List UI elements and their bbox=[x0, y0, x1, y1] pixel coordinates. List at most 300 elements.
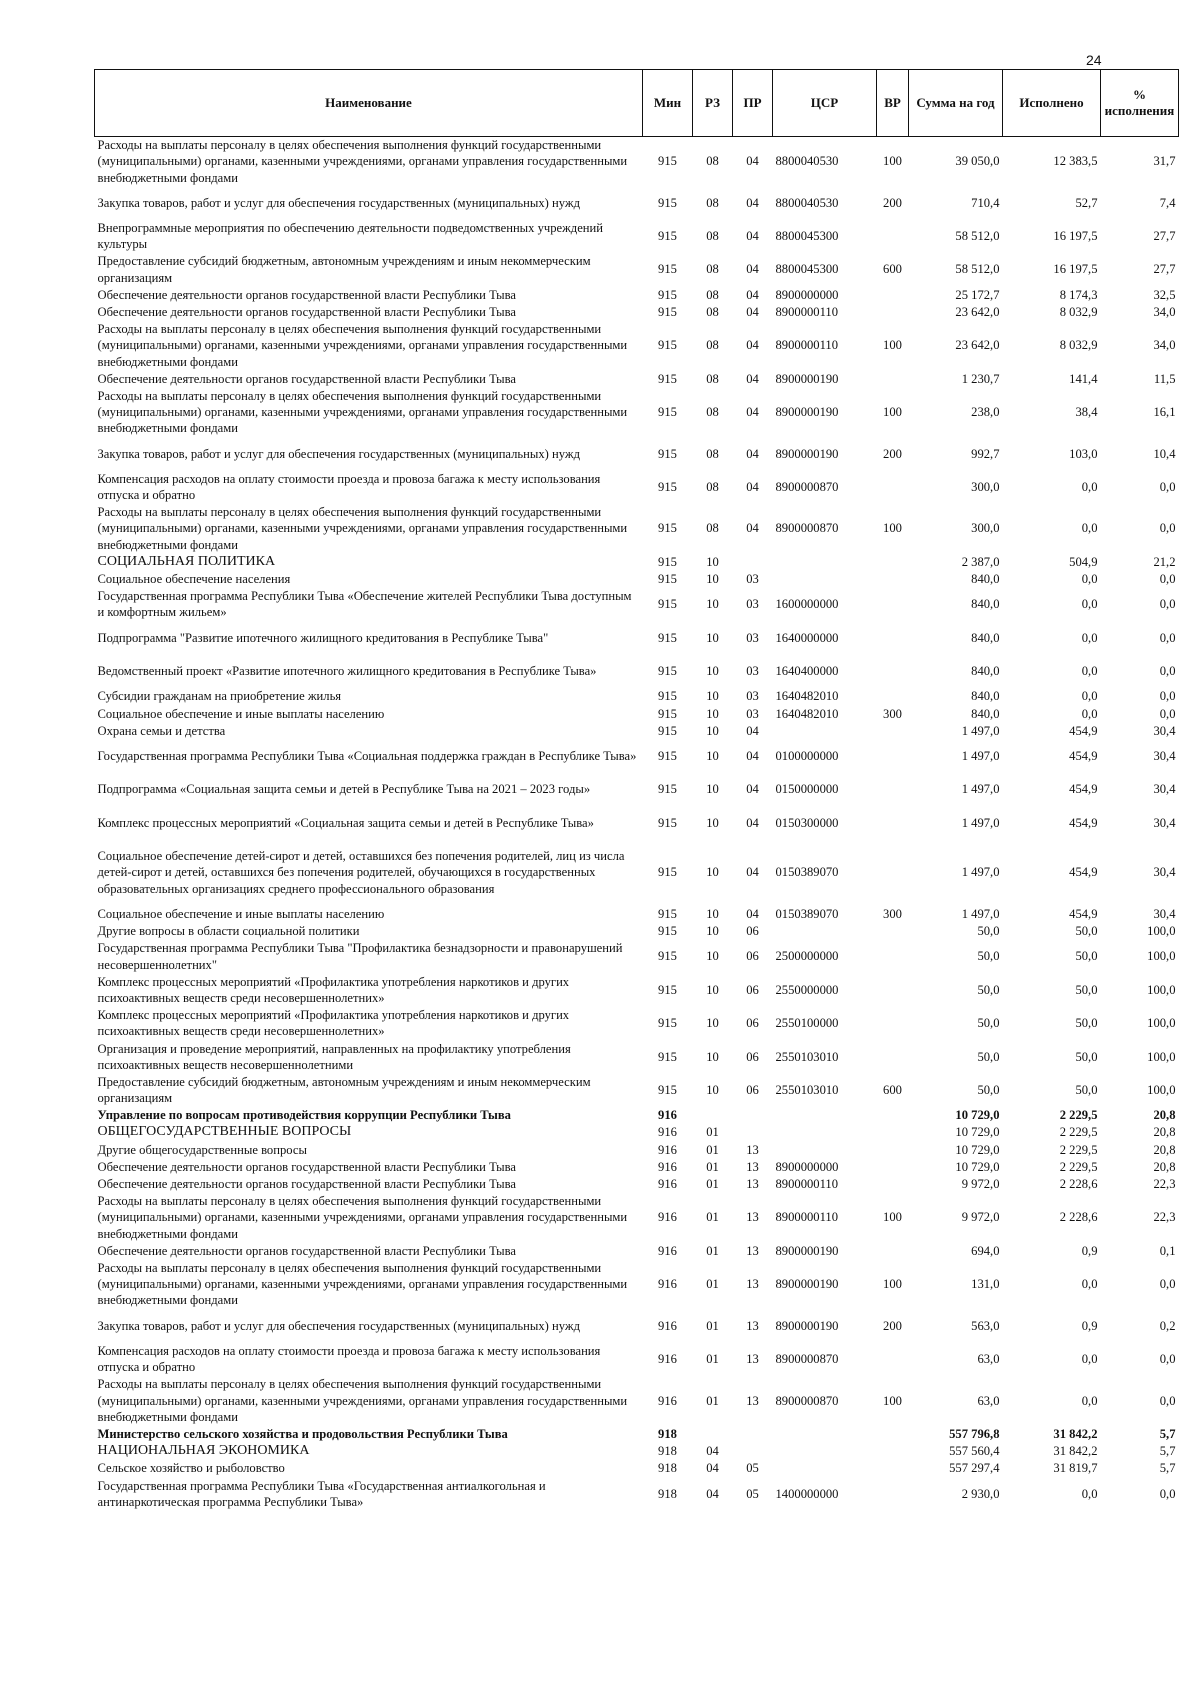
row-done: 2 229,5 bbox=[1059, 1159, 1098, 1174]
row-min: 915 bbox=[658, 572, 677, 587]
row-csr: 2500000000 bbox=[775, 949, 839, 964]
row-csr: 8800040530 bbox=[775, 195, 839, 210]
row-name: Комплекс процессных мероприятий «Профилактика употребления наркотиков и других психоактивных веществ среди несовершеннолетних» bbox=[97, 974, 570, 1005]
row-sum: 10 729,0 bbox=[955, 1159, 1000, 1174]
row-pr: 04 bbox=[746, 338, 759, 353]
row-min: 915 bbox=[658, 338, 677, 353]
row-min: 916 bbox=[658, 1177, 677, 1192]
row-rz: 01 bbox=[706, 1393, 719, 1408]
row-sum: 50,0 bbox=[977, 1083, 1000, 1097]
row-vr bbox=[877, 1425, 909, 1442]
row-pct: 31,7 bbox=[1153, 154, 1176, 169]
row-csr bbox=[773, 1124, 877, 1141]
row-rz: 10 bbox=[706, 865, 719, 880]
row-vr: 200 bbox=[883, 1318, 902, 1333]
row-vr bbox=[877, 740, 909, 773]
row-rz: 10 bbox=[706, 1016, 719, 1031]
row-sum: 9 972,0 bbox=[961, 1177, 1000, 1192]
row-min: 916 bbox=[658, 1142, 677, 1157]
row-pct: 0,0 bbox=[1159, 1393, 1176, 1408]
table-row bbox=[95, 470, 1179, 503]
table-row bbox=[95, 370, 1179, 387]
row-pct: 0,0 bbox=[1159, 1486, 1176, 1501]
row-csr bbox=[773, 571, 877, 588]
row-pct: 16,1 bbox=[1153, 405, 1176, 420]
row-pr: 13 bbox=[746, 1318, 759, 1333]
table-row bbox=[95, 1460, 1179, 1477]
row-vr: 100 bbox=[883, 405, 902, 420]
row-csr bbox=[773, 923, 877, 940]
row-vr: 100 bbox=[883, 521, 902, 536]
row-min: 916 bbox=[658, 1352, 677, 1367]
row-csr: 8900000000 bbox=[775, 1159, 839, 1174]
row-min: 915 bbox=[658, 664, 677, 679]
row-pct: 100,0 bbox=[1147, 949, 1176, 964]
table-row bbox=[95, 137, 1179, 187]
row-done: 0,0 bbox=[1081, 689, 1098, 704]
row-sum: 50,0 bbox=[977, 1049, 1000, 1064]
row-name: Министерство сельского хозяйства и продовольствия Республики Тыва bbox=[97, 1426, 508, 1441]
row-csr: 1600000000 bbox=[775, 597, 839, 612]
row-rz: 10 bbox=[706, 982, 719, 997]
row-pr bbox=[733, 1124, 773, 1141]
row-sum: 840,0 bbox=[971, 664, 1000, 679]
row-done: 0,0 bbox=[1081, 706, 1098, 721]
row-name: Ведомственный проект «Развитие ипотечного жилищного кредитования в Республике Тыва» bbox=[97, 664, 597, 679]
row-vr bbox=[877, 621, 909, 654]
row-done: 0,9 bbox=[1081, 1318, 1098, 1333]
row-name: Социальное обеспечение и иные выплаты населению bbox=[97, 906, 385, 921]
row-pr: 06 bbox=[746, 924, 759, 939]
row-pr: 03 bbox=[746, 706, 759, 721]
row-name: Другие общегосударственные вопросы bbox=[97, 1142, 307, 1157]
row-pr: 13 bbox=[746, 1142, 759, 1157]
table-body bbox=[95, 137, 1179, 1511]
row-name: Социальное обеспечение детей-сирот и детей, оставшихся без попечения родителей, лиц из числа детей-сирот и детей, оставшихся без попечения родителей, обучающихся в государственных образовательных организациях среднего профессионального образования bbox=[97, 849, 625, 896]
row-pct: 0,0 bbox=[1159, 1277, 1176, 1292]
row-vr: 100 bbox=[883, 1277, 902, 1292]
row-name: Охрана семьи и детства bbox=[97, 723, 226, 738]
budget-table bbox=[94, 69, 1179, 1510]
row-pr: 04 bbox=[746, 446, 759, 461]
row-pct: 0,2 bbox=[1159, 1318, 1176, 1333]
row-min: 915 bbox=[658, 749, 677, 764]
row-min: 918 bbox=[658, 1444, 677, 1459]
row-pct: 30,4 bbox=[1153, 749, 1176, 764]
row-sum: 840,0 bbox=[971, 689, 1000, 704]
header-min: Мин bbox=[643, 70, 693, 137]
row-sum: 23 642,0 bbox=[955, 304, 1000, 319]
row-min: 915 bbox=[658, 446, 677, 461]
row-pct: 0,0 bbox=[1159, 1352, 1176, 1367]
row-pr: 04 bbox=[746, 405, 759, 420]
row-csr: 1400000000 bbox=[775, 1486, 839, 1501]
row-done: 8 032,9 bbox=[1059, 304, 1098, 319]
row-sum: 1 497,0 bbox=[961, 815, 1000, 830]
row-sum: 131,0 bbox=[971, 1277, 1000, 1292]
row-rz: 10 bbox=[706, 706, 719, 721]
table-row bbox=[95, 1260, 1179, 1310]
row-min: 915 bbox=[658, 521, 677, 536]
row-sum: 840,0 bbox=[971, 706, 1000, 721]
row-vr bbox=[877, 1242, 909, 1259]
row-min: 915 bbox=[658, 723, 677, 738]
row-done: 0,0 bbox=[1081, 521, 1098, 536]
row-pct: 27,7 bbox=[1153, 229, 1176, 244]
row-rz: 10 bbox=[706, 782, 719, 797]
table-row bbox=[95, 705, 1179, 722]
table-row bbox=[95, 621, 1179, 654]
row-name: Государственная программа Республики Тыва "Профилактика безнадзорности и правонарушений несовершеннолетних" bbox=[97, 941, 623, 972]
row-done: 52,7 bbox=[1075, 195, 1098, 210]
row-rz: 04 bbox=[706, 1486, 719, 1501]
row-vr: 100 bbox=[883, 338, 902, 353]
row-csr: 8900000870 bbox=[775, 1393, 839, 1408]
row-vr bbox=[877, 722, 909, 739]
row-pct: 0,0 bbox=[1159, 630, 1176, 645]
row-csr bbox=[773, 1443, 877, 1460]
row-csr bbox=[773, 1425, 877, 1442]
row-min: 915 bbox=[658, 262, 677, 277]
row-csr: 0150300000 bbox=[775, 815, 839, 830]
row-name: Закупка товаров, работ и услуг для обеспечения государственных (муниципальных) нужд bbox=[97, 1318, 580, 1333]
row-sum: 2 387,0 bbox=[961, 554, 1000, 569]
row-rz: 10 bbox=[706, 630, 719, 645]
row-vr bbox=[877, 1158, 909, 1175]
row-pct: 0,0 bbox=[1159, 597, 1176, 612]
row-rz: 04 bbox=[706, 1444, 719, 1459]
row-name: Обеспечение деятельности органов государственной власти Республики Тыва bbox=[97, 371, 516, 386]
row-min: 915 bbox=[658, 706, 677, 721]
row-csr bbox=[773, 722, 877, 739]
row-pct: 30,4 bbox=[1153, 865, 1176, 880]
row-sum: 10 729,0 bbox=[955, 1108, 1000, 1123]
row-vr bbox=[877, 370, 909, 387]
row-sum: 1 497,0 bbox=[961, 865, 1000, 880]
row-vr bbox=[877, 553, 909, 570]
row-min: 916 bbox=[658, 1318, 677, 1333]
row-pct: 100,0 bbox=[1147, 924, 1176, 939]
row-pct: 32,5 bbox=[1153, 287, 1176, 302]
row-vr: 100 bbox=[883, 1393, 902, 1408]
row-csr bbox=[773, 1107, 877, 1124]
row-min: 916 bbox=[658, 1277, 677, 1292]
row-pct: 34,0 bbox=[1153, 338, 1176, 353]
header-pct: % исполнения bbox=[1101, 70, 1179, 137]
row-pct: 30,4 bbox=[1153, 782, 1176, 797]
row-vr bbox=[877, 840, 909, 906]
row-done: 141,4 bbox=[1069, 371, 1098, 386]
row-sum: 694,0 bbox=[971, 1243, 1000, 1258]
row-vr: 100 bbox=[883, 1210, 902, 1225]
row-name: Социальное обеспечение и иные выплаты населению bbox=[97, 706, 385, 721]
row-vr bbox=[877, 1460, 909, 1477]
table-row bbox=[95, 1107, 1179, 1124]
row-sum: 10 729,0 bbox=[955, 1142, 1000, 1157]
row-pct: 5,7 bbox=[1159, 1444, 1176, 1459]
row-rz: 10 bbox=[706, 906, 719, 921]
row-pr: 13 bbox=[746, 1159, 759, 1174]
row-pct: 11,5 bbox=[1153, 371, 1176, 386]
row-pr: 04 bbox=[746, 906, 759, 921]
row-min: 915 bbox=[658, 815, 677, 830]
row-sum: 1 497,0 bbox=[961, 749, 1000, 764]
row-min: 916 bbox=[658, 1393, 677, 1408]
row-min: 915 bbox=[658, 195, 677, 210]
row-vr: 300 bbox=[883, 906, 902, 921]
row-pr: 04 bbox=[746, 195, 759, 210]
row-pr bbox=[733, 553, 773, 570]
row-csr: 8900000190 bbox=[775, 1318, 839, 1333]
row-done: 504,9 bbox=[1069, 554, 1098, 569]
row-csr: 2550103010 bbox=[775, 1049, 839, 1064]
row-rz: 08 bbox=[706, 338, 719, 353]
table-row bbox=[95, 437, 1179, 470]
row-done: 31 819,7 bbox=[1053, 1461, 1098, 1476]
row-pr bbox=[733, 1443, 773, 1460]
row-csr: 8900000190 bbox=[775, 446, 839, 461]
row-name: Государственная программа Республики Тыва «Обеспечение жителей Республики Тыва доступным и комфортным жильем» bbox=[97, 589, 632, 620]
row-done: 454,9 bbox=[1069, 906, 1098, 921]
row-name: Расходы на выплаты персоналу в целях обеспечения выполнения функций государственными (муниципальными) органами, казенными учреждениями, органами управления государственными внебюджетными фондами bbox=[97, 1194, 628, 1241]
row-sum: 840,0 bbox=[971, 572, 1000, 587]
row-vr bbox=[877, 470, 909, 503]
row-rz: 08 bbox=[706, 262, 719, 277]
row-pct: 100,0 bbox=[1147, 1083, 1176, 1097]
row-done: 103,0 bbox=[1069, 446, 1098, 461]
row-done: 50,0 bbox=[1075, 924, 1098, 939]
row-pr: 04 bbox=[746, 287, 759, 302]
row-csr: 8900000190 bbox=[775, 1243, 839, 1258]
row-csr: 2550100000 bbox=[775, 1016, 839, 1031]
row-done: 50,0 bbox=[1075, 982, 1098, 997]
row-done: 454,9 bbox=[1069, 865, 1098, 880]
row-sum: 10 729,0 bbox=[955, 1125, 1000, 1140]
table-row bbox=[95, 1124, 1179, 1141]
table-row bbox=[95, 1376, 1179, 1426]
row-sum: 1 497,0 bbox=[961, 723, 1000, 738]
row-min: 915 bbox=[658, 924, 677, 939]
table-row bbox=[95, 923, 1179, 940]
row-pct: 5,7 bbox=[1159, 1426, 1176, 1441]
page-number: 24 bbox=[1086, 52, 1102, 68]
row-vr bbox=[877, 303, 909, 320]
row-done: 454,9 bbox=[1069, 782, 1098, 797]
row-min: 915 bbox=[658, 630, 677, 645]
row-name: Закупка товаров, работ и услуг для обеспечения государственных (муниципальных) нужд bbox=[97, 195, 580, 210]
row-csr: 8900000870 bbox=[775, 1352, 839, 1367]
table-row bbox=[95, 655, 1179, 688]
table-row bbox=[95, 387, 1179, 437]
row-sum: 50,0 bbox=[977, 924, 1000, 939]
row-sum: 1 230,7 bbox=[961, 371, 1000, 386]
row-rz: 10 bbox=[706, 572, 719, 587]
row-pct: 34,0 bbox=[1153, 304, 1176, 319]
row-rz: 08 bbox=[706, 154, 719, 169]
row-vr: 200 bbox=[883, 195, 902, 210]
row-sum: 50,0 bbox=[977, 1016, 1000, 1031]
row-pct: 22,3 bbox=[1153, 1210, 1176, 1225]
row-pct: 20,8 bbox=[1153, 1142, 1176, 1157]
row-min: 915 bbox=[658, 304, 677, 319]
row-rz: 01 bbox=[706, 1210, 719, 1225]
row-name: Предоставление субсидий бюджетным, автономным учреждениям и иным некоммерческим организациям bbox=[97, 254, 591, 285]
row-rz: 10 bbox=[706, 949, 719, 964]
row-vr bbox=[877, 1343, 909, 1376]
row-done: 50,0 bbox=[1075, 1083, 1098, 1097]
row-vr bbox=[877, 588, 909, 621]
row-pct: 21,2 bbox=[1153, 554, 1176, 569]
row-name: Государственная программа Республики Тыва «Социальная поддержка граждан в Республике Тыва» bbox=[97, 749, 637, 764]
row-done: 16 197,5 bbox=[1053, 262, 1098, 277]
row-min: 916 bbox=[658, 1159, 677, 1174]
row-pct: 20,8 bbox=[1153, 1125, 1176, 1140]
row-rz: 10 bbox=[706, 1083, 719, 1097]
table-row bbox=[95, 1176, 1179, 1193]
row-vr bbox=[877, 923, 909, 940]
row-name: Другие вопросы в области социальной политики bbox=[97, 924, 360, 939]
row-min: 915 bbox=[658, 229, 677, 244]
row-pr: 13 bbox=[746, 1352, 759, 1367]
row-pct: 30,4 bbox=[1153, 906, 1176, 921]
row-sum: 557 560,4 bbox=[949, 1444, 1000, 1459]
row-name: Комплекс процессных мероприятий «Социальная защита семьи и детей в Республике Тыва» bbox=[97, 815, 594, 830]
row-min: 916 bbox=[658, 1125, 677, 1140]
row-pct: 100,0 bbox=[1147, 1049, 1176, 1064]
row-rz: 08 bbox=[706, 229, 719, 244]
table-row bbox=[95, 1477, 1179, 1510]
row-pr: 13 bbox=[746, 1177, 759, 1192]
row-name: Обеспечение деятельности органов государственной власти Республики Тыва bbox=[97, 1243, 516, 1258]
row-vr bbox=[877, 688, 909, 705]
row-pr: 04 bbox=[746, 865, 759, 880]
row-sum: 50,0 bbox=[977, 949, 1000, 964]
row-rz: 10 bbox=[706, 924, 719, 939]
table-row bbox=[95, 219, 1179, 252]
row-pct: 0,0 bbox=[1159, 706, 1176, 721]
row-min: 918 bbox=[658, 1486, 677, 1501]
row-pct: 0,0 bbox=[1159, 480, 1176, 494]
row-vr bbox=[877, 655, 909, 688]
row-pr: 05 bbox=[746, 1461, 759, 1476]
row-done: 50,0 bbox=[1075, 1016, 1098, 1031]
row-sum: 39 050,0 bbox=[955, 154, 1000, 169]
row-sum: 58 512,0 bbox=[955, 262, 1000, 277]
row-rz: 01 bbox=[706, 1352, 719, 1367]
row-min: 915 bbox=[658, 371, 677, 386]
row-rz bbox=[693, 1425, 733, 1442]
row-sum: 9 972,0 bbox=[961, 1210, 1000, 1225]
row-csr: 8900000190 bbox=[775, 1277, 839, 1292]
row-pct: 30,4 bbox=[1153, 815, 1176, 830]
row-done: 8 032,9 bbox=[1059, 338, 1098, 353]
row-pr: 06 bbox=[746, 1083, 759, 1097]
table-row bbox=[95, 973, 1179, 1006]
row-rz: 10 bbox=[706, 689, 719, 704]
row-name: Государственная программа Республики Тыва «Государственная антиалкогольная и антинаркотическая программа Республики Тыва» bbox=[97, 1478, 546, 1509]
row-name: Субсидии гражданам на приобретение жилья bbox=[97, 689, 342, 704]
header-rz: РЗ bbox=[693, 70, 733, 137]
row-csr: 8900000110 bbox=[775, 1177, 839, 1192]
row-done: 0,0 bbox=[1081, 1486, 1098, 1501]
row-sum: 563,0 bbox=[971, 1318, 1000, 1333]
table-row bbox=[95, 1443, 1179, 1460]
row-pct: 7,4 bbox=[1159, 195, 1176, 210]
row-min: 915 bbox=[658, 480, 677, 494]
table-row bbox=[95, 1193, 1179, 1243]
header-sum: Сумма на год bbox=[909, 70, 1003, 137]
row-min: 915 bbox=[658, 554, 677, 569]
row-name: НАЦИОНАЛЬНАЯ ЭКОНОМИКА bbox=[97, 1443, 310, 1459]
row-sum: 63,0 bbox=[977, 1393, 1000, 1408]
row-pr: 06 bbox=[746, 1049, 759, 1064]
row-pct: 0,1 bbox=[1159, 1243, 1176, 1258]
row-pr: 04 bbox=[746, 723, 759, 738]
row-pr: 04 bbox=[746, 262, 759, 277]
row-sum: 50,0 bbox=[977, 982, 1000, 997]
row-pr: 06 bbox=[746, 982, 759, 997]
row-min: 915 bbox=[658, 405, 677, 420]
header-csr: ЦСР bbox=[773, 70, 877, 137]
row-min: 915 bbox=[658, 982, 677, 997]
row-rz: 10 bbox=[706, 597, 719, 612]
table-row bbox=[95, 1141, 1179, 1158]
row-pct: 20,8 bbox=[1153, 1159, 1176, 1174]
row-name: Расходы на выплаты персоналу в целях обеспечения выполнения функций государственными (муниципальными) органами, казенными учреждениями, органами управления государственными внебюджетными фондами bbox=[97, 138, 628, 185]
row-pr: 04 bbox=[746, 371, 759, 386]
row-vr bbox=[877, 973, 909, 1006]
row-name: Расходы на выплаты персоналу в целях обеспечения выполнения функций государственными (муниципальными) органами, казенными учреждениями, органами управления государственными внебюджетными фондами bbox=[97, 388, 628, 436]
row-done: 0,0 bbox=[1081, 630, 1098, 645]
row-csr: 8900000870 bbox=[775, 480, 839, 494]
row-csr: 8900000000 bbox=[775, 287, 839, 302]
row-pr: 13 bbox=[746, 1393, 759, 1408]
row-sum: 1 497,0 bbox=[961, 782, 1000, 797]
header-done: Исполнено bbox=[1003, 70, 1101, 137]
row-vr bbox=[877, 1124, 909, 1141]
row-min: 915 bbox=[658, 154, 677, 169]
row-rz: 08 bbox=[706, 446, 719, 461]
row-rz: 08 bbox=[706, 521, 719, 536]
row-done: 12 383,5 bbox=[1053, 154, 1098, 169]
table-row bbox=[95, 773, 1179, 806]
table-row bbox=[95, 1343, 1179, 1376]
row-min: 915 bbox=[658, 1083, 677, 1097]
header-vr: ВР bbox=[877, 70, 909, 137]
row-sum: 300,0 bbox=[971, 521, 1000, 536]
row-rz: 10 bbox=[706, 815, 719, 830]
row-rz: 01 bbox=[706, 1125, 719, 1140]
row-done: 50,0 bbox=[1075, 1049, 1098, 1064]
row-name: Расходы на выплаты персоналу в целях обеспечения выполнения функций государственными (муниципальными) органами, казенными учреждениями, органами управления государственными внебюджетными фондами bbox=[97, 1377, 628, 1424]
row-vr bbox=[877, 571, 909, 588]
row-done: 2 229,5 bbox=[1059, 1142, 1098, 1157]
row-done: 0,0 bbox=[1081, 1277, 1098, 1292]
row-sum: 557 297,4 bbox=[949, 1461, 1000, 1476]
row-min: 916 bbox=[658, 1243, 677, 1258]
row-vr bbox=[877, 1443, 909, 1460]
row-pr: 04 bbox=[746, 304, 759, 319]
row-name: Компенсация расходов на оплату стоимости проезда и провоза багажа к месту использования отпуска и обратно bbox=[97, 471, 601, 503]
row-rz: 01 bbox=[706, 1243, 719, 1258]
row-done: 2 229,5 bbox=[1059, 1108, 1098, 1123]
row-min: 915 bbox=[658, 865, 677, 880]
row-name: Подпрограмма «Социальная защита семьи и детей в Республике Тыва на 2021 – 2023 годы» bbox=[97, 782, 591, 797]
row-pr: 13 bbox=[746, 1277, 759, 1292]
table-row bbox=[95, 253, 1179, 286]
row-sum: 710,4 bbox=[971, 195, 1000, 210]
row-min: 918 bbox=[658, 1461, 677, 1476]
